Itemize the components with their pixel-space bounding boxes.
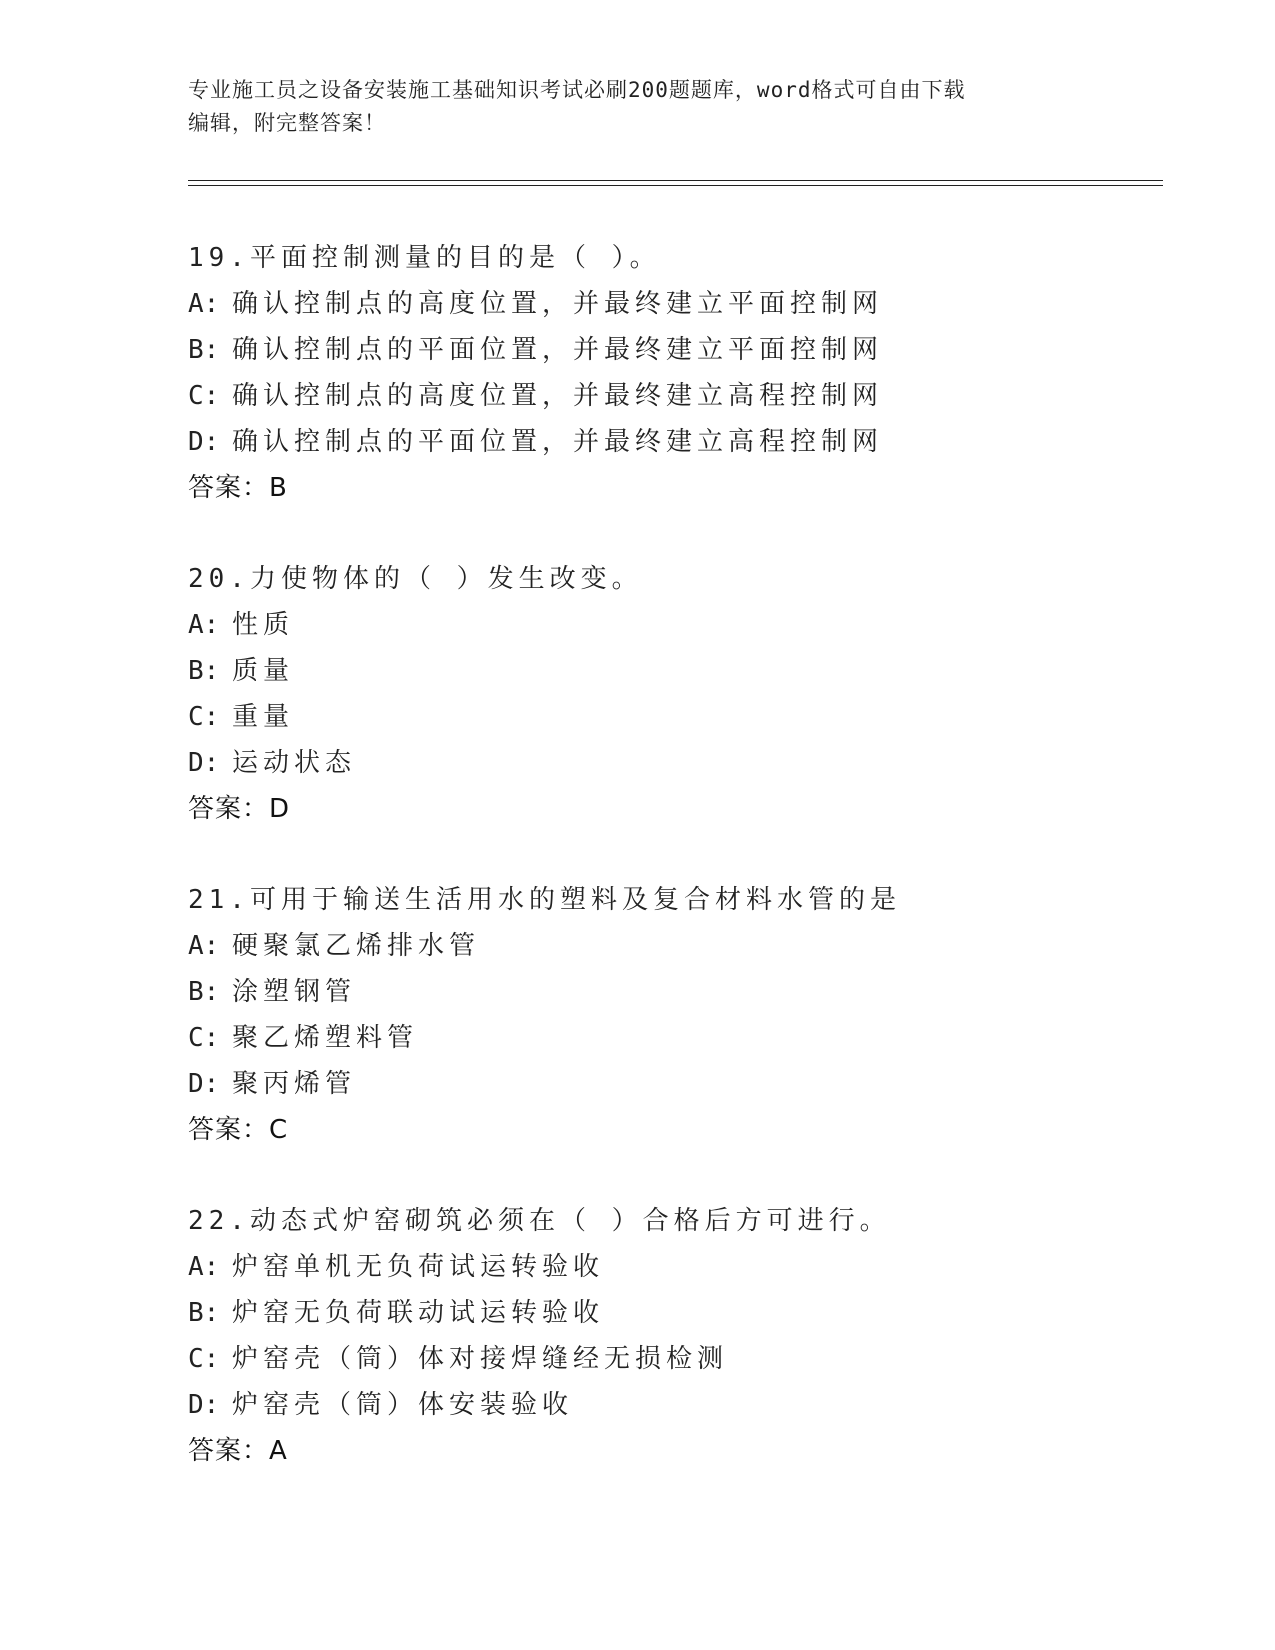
option-c [188,373,1148,419]
option-text: 运动状态 [232,748,357,778]
header-line-2: 编辑，附完整答案！ [188,111,386,135]
option-b [188,1290,1148,1336]
option-key: B: [188,977,220,1007]
option-text: 炉窑单机无负荷试运转验收 [232,1252,605,1282]
option-key: C: [188,1023,220,1053]
option-a [188,1244,1148,1290]
option-text: 聚丙烯管 [232,1069,357,1099]
header-divider-top [188,180,1163,181]
option-key: A: [188,289,220,319]
question-stem: 22.动态式炉窑砌筑必须在（ ）合格后方可进行。 [188,1206,891,1236]
header-divider-bottom [188,185,1163,186]
option-text: 确认控制点的高度位置，并最终建立平面控制网 [232,289,884,319]
option-text: 确认控制点的高度位置，并最终建立高程控制网 [232,381,884,411]
option-key: C: [188,1344,220,1374]
option-c [188,1336,1148,1382]
document-header [188,74,1088,140]
option-text: 确认控制点的平面位置，并最终建立高程控制网 [232,427,884,457]
option-a [188,602,1148,648]
option-key: D: [188,1390,220,1420]
option-key: B: [188,1298,220,1328]
question-block [188,556,1148,832]
option-text: 炉窑壳（筒）体对接焊缝经无损检测 [232,1344,729,1374]
option-key: A: [188,931,220,961]
option-key: B: [188,335,220,365]
option-d [188,419,1148,465]
option-key: D: [188,748,220,778]
option-text: 涂塑钢管 [232,977,357,1007]
answer-line: 答案：D [188,794,291,824]
answer-line: 答案：C [188,1115,289,1145]
option-key: A: [188,1252,220,1282]
header-line-1: 专业施工员之设备安装施工基础知识考试必刷200题题库，word格式可自由下载 [188,78,966,102]
option-text: 炉窑无负荷联动试运转验收 [232,1298,605,1328]
question-block [188,877,1148,1153]
option-a [188,923,1148,969]
option-key: A: [188,610,220,640]
question-stem: 20.力使物体的（ ）发生改变。 [188,564,643,594]
option-c [188,694,1148,740]
question-block [188,1198,1148,1474]
option-text: 确认控制点的平面位置，并最终建立平面控制网 [232,335,884,365]
option-d [188,1061,1148,1107]
option-b [188,648,1148,694]
answer-line: 答案：B [188,473,288,503]
question-stem: 19.平面控制测量的目的是（ ）。 [188,243,661,273]
option-key: C: [188,702,220,732]
option-c [188,1015,1148,1061]
option-text: 炉窑壳（筒）体安装验收 [232,1390,574,1420]
option-b [188,969,1148,1015]
question-block [188,235,1148,511]
option-d [188,740,1148,786]
option-a [188,281,1148,327]
option-key: C: [188,381,220,411]
option-d [188,1382,1148,1428]
option-key: D: [188,427,220,457]
option-text: 重量 [232,702,295,732]
option-text: 硬聚氯乙烯排水管 [232,931,481,961]
question-stem: 21.可用于输送生活用水的塑料及复合材料水管的是 [188,885,901,915]
option-text: 质量 [232,656,295,686]
option-text: 聚乙烯塑料管 [232,1023,419,1053]
option-key: D: [188,1069,220,1099]
option-key: B: [188,656,220,686]
option-b [188,327,1148,373]
answer-line: 答案：A [188,1436,288,1466]
option-text: 性质 [232,610,295,640]
